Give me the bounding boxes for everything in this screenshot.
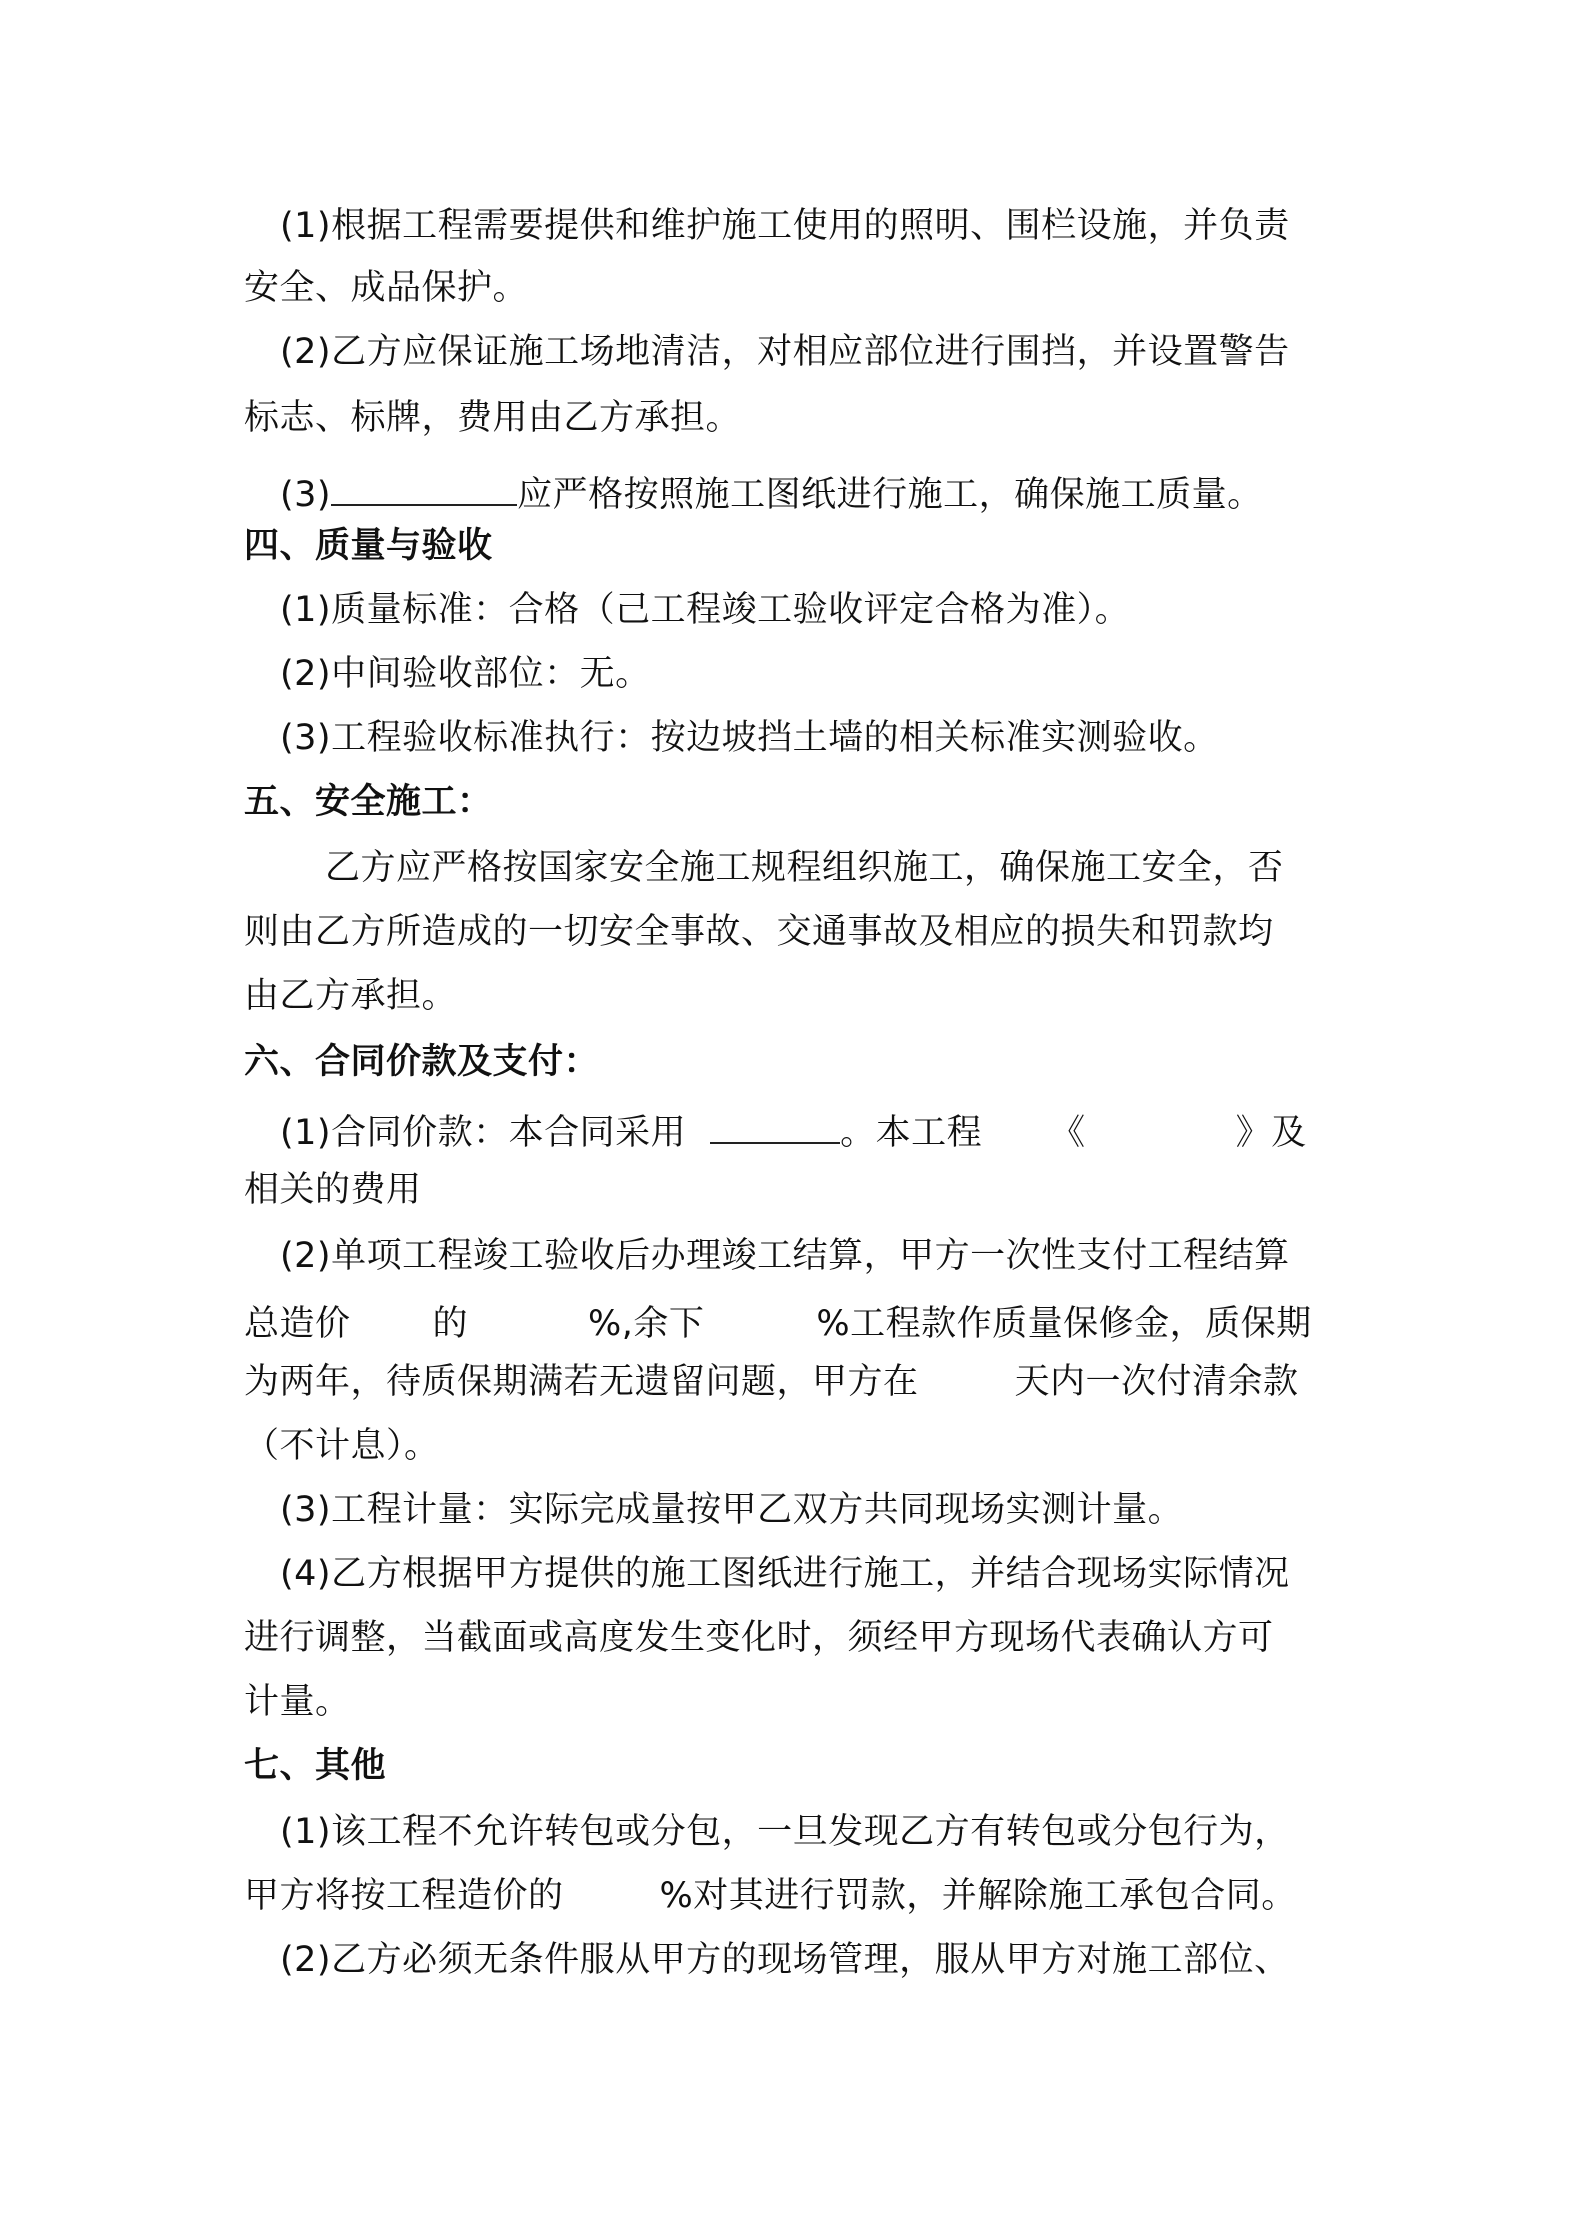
line-text: 天内一次付清余款 bbox=[1014, 1362, 1299, 1402]
para-line bbox=[244, 1358, 1354, 1406]
para-line: 由乙方承担。 bbox=[244, 976, 458, 1016]
para-line: 相关的费用 bbox=[244, 1170, 422, 1210]
section-heading: 四、质量与验收 bbox=[244, 526, 493, 566]
fill-in-blank bbox=[710, 1102, 840, 1144]
section-heading: 七、其他 bbox=[244, 1746, 387, 1786]
line-text: (1)合同价款：本合同采用 bbox=[280, 1113, 687, 1153]
para-line: (4)乙方根据甲方提供的施工图纸进行施工，并结合现场实际情况 bbox=[280, 1554, 1290, 1594]
para-line: 安全、成品保护。 bbox=[244, 268, 529, 308]
line-text: 甲方将按工程造价的 bbox=[244, 1876, 564, 1916]
para-line: (2)中间验收部位：无。 bbox=[280, 654, 651, 694]
para-line: (3)工程验收标准执行：按边坡挡土墙的相关标准实测验收。 bbox=[280, 718, 1219, 758]
line-text: 总造价 bbox=[244, 1304, 351, 1344]
line-text: 应严格按照施工图纸进行施工，确保施工质量。 bbox=[517, 475, 1263, 515]
line-text: 的 bbox=[432, 1304, 469, 1344]
line-text: %,余下 bbox=[588, 1304, 705, 1344]
para-line bbox=[280, 1102, 1354, 1157]
item-number: (3) bbox=[280, 475, 332, 515]
para-line: 乙方应严格按国家安全施工规程组织施工，确保施工安全，否 bbox=[325, 848, 1284, 888]
fill-in-blank bbox=[331, 464, 517, 506]
section-heading: 六、合同价款及支付： bbox=[244, 1042, 600, 1082]
para-line: (1)质量标准：合格（己工程竣工验收评定合格为准）。 bbox=[280, 590, 1131, 630]
line-text: 为两年，待质保期满若无遗留问题，甲方在 bbox=[244, 1362, 919, 1402]
para-line: (1)根据工程需要提供和维护施工使用的照明、围栏设施，并负责 bbox=[280, 206, 1290, 246]
para-line: （不计息）。 bbox=[244, 1426, 440, 1466]
para-line: 标志、标牌，费用由乙方承担。 bbox=[244, 398, 742, 438]
para-line: (3)工程计量：实际完成量按甲乙双方共同现场实测计量。 bbox=[280, 1490, 1184, 1530]
para-line: (1)该工程不允许转包或分包，一旦发现乙方有转包或分包行为， bbox=[280, 1812, 1290, 1852]
line-text: %工程款作质量保修金，质保期 bbox=[816, 1304, 1312, 1344]
para-line: (2)单项工程竣工验收后办理竣工结算，甲方一次性支付工程结算 bbox=[280, 1236, 1290, 1276]
para-line: 计量。 bbox=[244, 1682, 351, 1722]
line-text: 》及 bbox=[1235, 1113, 1307, 1153]
line-text: 《 bbox=[1050, 1113, 1086, 1153]
line-text: %对其进行罚款，并解除施工承包合同。 bbox=[659, 1876, 1297, 1916]
para-line: (2)乙方必须无条件服从甲方的现场管理，服从甲方对施工部位、 bbox=[280, 1940, 1290, 1980]
line-text: 。本工程 bbox=[840, 1113, 983, 1153]
para-line bbox=[280, 464, 1354, 519]
para-line bbox=[244, 1300, 1354, 1348]
para-line: 进行调整，当截面或高度发生变化时，须经甲方现场代表确认方可 bbox=[244, 1618, 1274, 1658]
para-line bbox=[244, 1872, 1354, 1920]
para-line: 则由乙方所造成的一切安全事故、交通事故及相应的损失和罚款均 bbox=[244, 912, 1274, 952]
para-line: (2)乙方应保证施工场地清洁，对相应部位进行围挡，并设置警告 bbox=[280, 332, 1290, 372]
section-heading: 五、安全施工： bbox=[244, 782, 493, 822]
